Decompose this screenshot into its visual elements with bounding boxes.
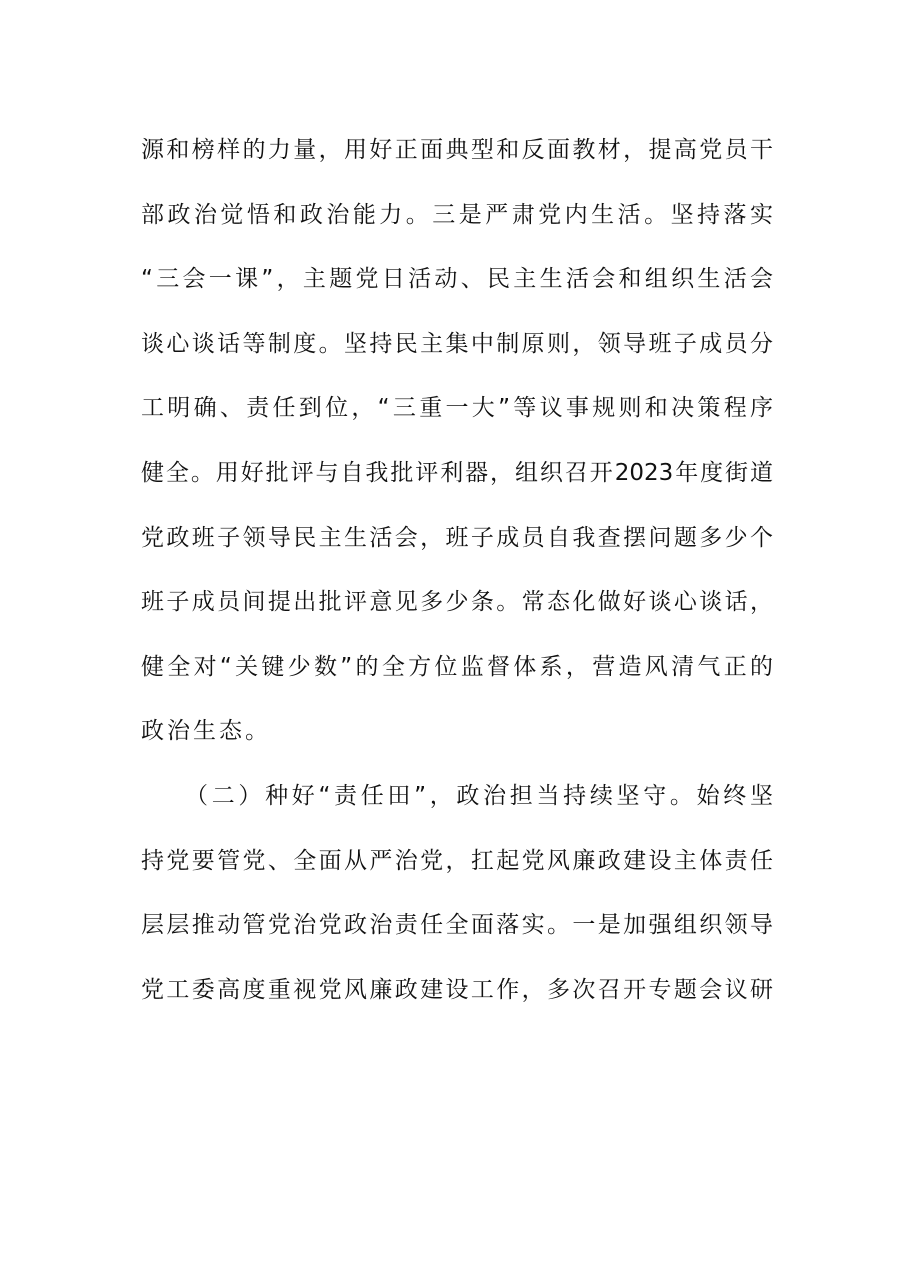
paragraph-1-line-1: 源和榜样的力量，用好正面典型和反面教材，提高党员干 <box>141 137 773 163</box>
paragraph-1-line-9: 健全对“关键少数”的全方位监督体系，营造风清气正的 <box>141 653 773 680</box>
paragraph-1-line-3: “三会一课”，主题党日活动、民主生活会和组织生活会 <box>141 266 773 293</box>
paragraph-2-line-4: 党工委高度重视党风廉政建设工作，多次召开专题会议研 <box>141 976 773 1003</box>
paragraph-1-line-4: 谈心谈话等制度。坚持民主集中制原则，领导班子成员分 <box>141 330 773 357</box>
document-body <box>141 118 773 1022</box>
paragraph-1-line-2: 部政治觉悟和政治能力。三是严肃党内生活。坚持落实 <box>141 201 773 228</box>
paragraph-2-line-3: 层层推动管党治党政治责任全面落实。一是加强组织领导 <box>141 912 773 939</box>
paragraph-1-line-8: 班子成员间提出批评意见多少条。常态化做好谈心谈话， <box>141 589 773 616</box>
paragraph-2-line-1: （二）种好“责任田”，政治担当持续坚守。始终坚 <box>185 782 773 809</box>
paragraph-1-line-5: 工明确、责任到位，“三重一大”等议事规则和决策程序 <box>141 395 773 422</box>
paragraph-1-line-10: 政治生态。 <box>141 718 271 745</box>
paragraph-1-line-7: 党政班子领导民主生活会，班子成员自我查摆问题多少个 <box>141 524 773 551</box>
paragraph-1-line-6: 健全。用好批评与自我批评利器，组织召开2023年度街道 <box>141 459 773 486</box>
paragraph-2-line-2: 持党要管党、全面从严治党，扛起党风廉政建设主体责任 <box>141 847 773 874</box>
